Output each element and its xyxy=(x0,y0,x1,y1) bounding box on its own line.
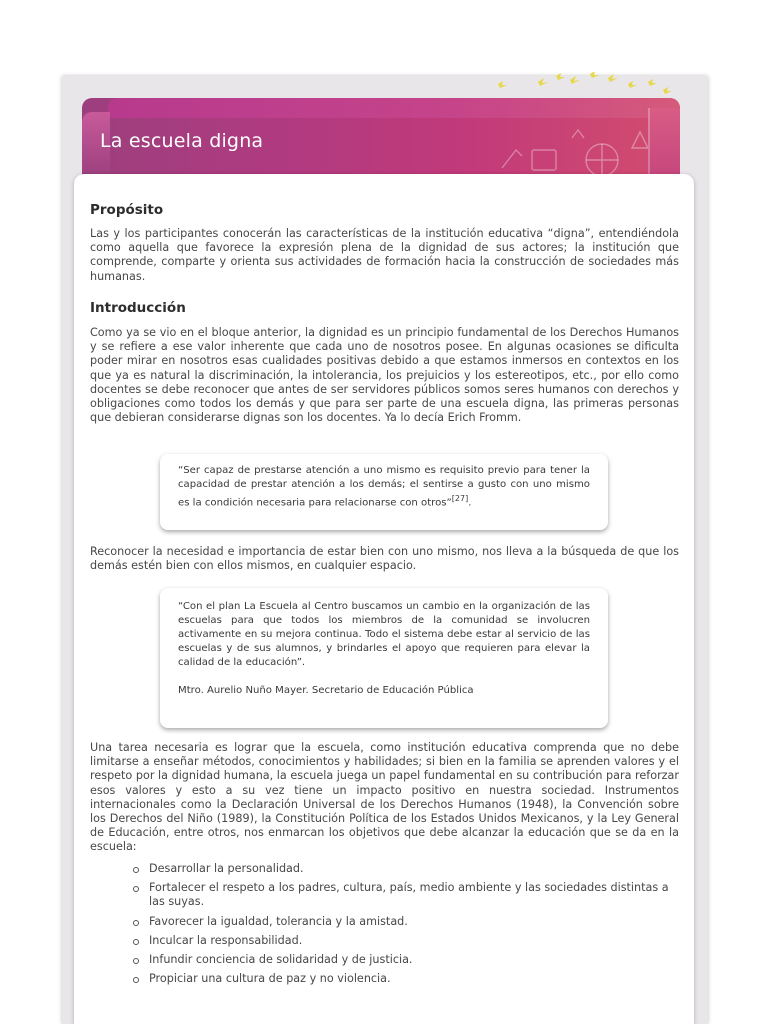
list-item: Propiciar una cultura de paz y no violencia. xyxy=(130,972,680,986)
page-title: La escuela digna xyxy=(100,130,264,152)
citation-ref: [27] xyxy=(451,494,469,503)
list-item: Favorecer la igualdad, tolerancia y la amistad. xyxy=(130,915,680,929)
introduccion-paragraph-1: Como ya se vio en el bloque anterior, la dignidad es un principio fundamental de los Derechos Humanos y se refiere a ese valor inherente que cada uno de nosotros posee. En algunas ocasiones se dificulta poder mirar en nosotros esas cualidades positivas debido a que estamos inmersos en contextos en los que ya es natural la discriminación, la intolerancia, los prejuicios y los estereotipos, etc., por ello como docentes se debe reconocer que antes de ser servidores públicos somos seres humanos con derechos y obligaciones como todos los demás y que para ser parte de una escuela digna, las primeras personas que debieran considerarse dignas son los docentes. Ya lo decía Erich Fromm. xyxy=(90,326,679,425)
list-item: Fortalecer el respeto a los padres, cultura, país, medio ambiente y las sociedades distintas a las suyas. xyxy=(130,881,680,909)
nuno-quote-box xyxy=(160,588,608,728)
fromm-quote-text: “Ser capaz de prestarse atención a uno mismo es requisito previo para tener la capacidad de prestar atención a los demás; el sentirse a gusto con uno mismo es la condición necesaria para relacionarse con otros” xyxy=(178,465,590,509)
list-item: Inculcar la responsabilidad. xyxy=(130,934,680,948)
header-banner xyxy=(82,98,680,178)
objectives-list xyxy=(130,862,680,992)
list-item: Infundir conciencia de solidaridad y de justicia. xyxy=(130,953,680,967)
banner-side-tab xyxy=(648,108,680,178)
fromm-quote-box xyxy=(160,454,608,530)
quote-author: Mtro. Aurelio Nuño Mayer. Secretario de Educación Pública xyxy=(178,685,474,696)
nuno-quote-text: “Con el plan La Escuela al Centro buscamos un cambio en la organización de las escuelas para que todos los miembros de la comunidad se involucren activamente en su mejora continua. Todo el sistema debe estar al servicio de las escuelas y de sus alumnos, y brindarles el apoyo que requieren para elevar la calidad de la educación”. xyxy=(178,601,590,668)
introduccion-heading: Introducción xyxy=(90,300,186,316)
proposito-text: Las y los participantes conocerán las características de la institución educativa “digna”, entendiéndola como aquella que favorece la expresión plena de la dignidad de sus actores; la institución que comprende, comparte y orienta sus actividades de formación hacia la construcción de sociedades más humanas. xyxy=(90,227,679,283)
introduccion-paragraph-2: Reconocer la necesidad e importancia de estar bien con uno mismo, nos lleva a la búsqueda de que los demás estén bien con ellos mismos, en cualquier espacio. xyxy=(90,545,679,573)
list-item: Desarrollar la personalidad. xyxy=(130,862,680,876)
proposito-heading: Propósito xyxy=(90,202,164,218)
introduccion-paragraph-3: Una tarea necesaria es lograr que la escuela, como institución educativa comprenda que no debe limitarse a enseñar métodos, conocimientos y habilidades; si bien en la familia se aprenden valores y el respeto por la dignidad humana, la escuela juega un papel fundamental en su contribución para reforzar esos valores y esto a su vez tiene un impacto positivo en nuestra sociedad. Instrumentos internacionales como la Declaración Universal de los Derechos Humanos (1948), la Convención sobre los Derechos del Niño (1989), la Constitución Política de los Estados Unidos Mexicanos, y la Ley General de Educación, entre otros, nos enmarcan los objetivos que debe alcanzar la educación que se da en la escuela: xyxy=(90,741,679,854)
quote-end: . xyxy=(468,497,472,509)
content-card xyxy=(74,174,694,1024)
